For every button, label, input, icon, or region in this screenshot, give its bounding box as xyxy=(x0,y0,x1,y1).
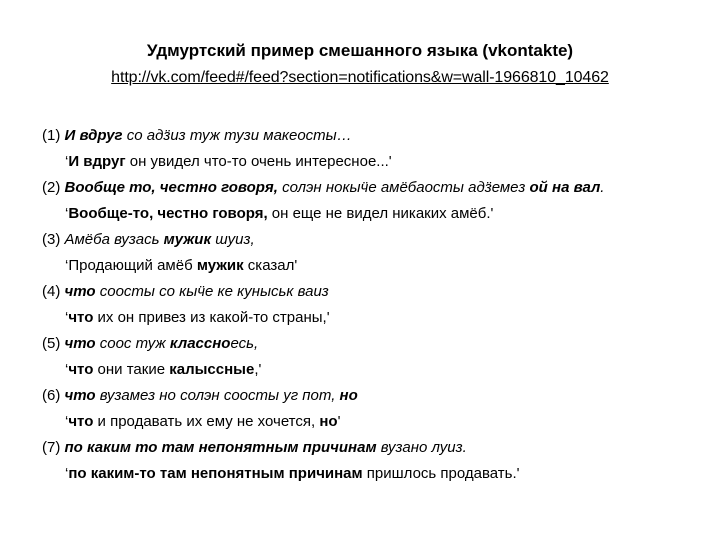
source-segment: (7) xyxy=(42,439,65,456)
source-segment: соос туж xyxy=(95,335,170,352)
source-segment: мужик xyxy=(163,231,212,248)
source-segment: ой на вал xyxy=(529,179,601,196)
examples-list xyxy=(42,123,702,487)
translation-segment: ‘ xyxy=(65,153,69,170)
translation-segment: что xyxy=(68,361,94,378)
translation-segment: ‘ xyxy=(65,205,69,222)
source-segment: но xyxy=(339,387,358,404)
source-segment: (5) xyxy=(42,335,65,352)
translation-segment: сказал' xyxy=(243,257,298,274)
translation-segment: ‘ xyxy=(65,309,69,326)
source-link[interactable]: http://vk.com/feed#/feed?section=notifications&w=wall-1966810_10462 xyxy=(111,69,609,86)
translation-segment: Вообще-то, честно говоря, xyxy=(68,205,268,222)
example-2-source xyxy=(42,175,702,201)
example-4-translation xyxy=(42,305,702,331)
translation-segment: И вдруг xyxy=(68,153,126,170)
translation-segment: он увидел что-то очень интересное...' xyxy=(125,153,392,170)
translation-segment: ‘Продающий амёб xyxy=(65,257,197,274)
example-7-translation xyxy=(42,461,702,487)
example-1-source xyxy=(42,123,702,149)
source-segment: (6) xyxy=(42,387,65,404)
example-6-source xyxy=(42,383,702,409)
source-segment: что xyxy=(64,387,96,404)
source-segment: (1) xyxy=(42,127,65,144)
example-7-source xyxy=(42,435,702,461)
source-segment: (2) xyxy=(42,179,65,196)
example-3-translation xyxy=(42,253,702,279)
example-2-translation xyxy=(42,201,702,227)
source-segment: по каким то там непонятным причинам xyxy=(64,439,377,456)
translation-segment: их он привез из какой-то страны,' xyxy=(93,309,330,326)
translation-segment: ‘ xyxy=(65,465,69,482)
source-segment: Амёба xyxy=(64,231,110,248)
translation-segment: пришлось продавать.' xyxy=(362,465,520,482)
example-5-translation xyxy=(42,357,702,383)
translation-segment: ' xyxy=(337,413,341,430)
source-segment: шуиз, xyxy=(211,231,255,248)
source-segment: вузась xyxy=(109,231,164,248)
example-3-source xyxy=(42,227,702,253)
source-segment: . xyxy=(600,179,605,196)
source-segment: есь, xyxy=(230,335,259,352)
source-segment: Вообще то, честно говоря, xyxy=(64,179,278,196)
translation-segment: по каким-то там непонятным причинам xyxy=(68,465,363,482)
translation-segment: что xyxy=(68,413,94,430)
translation-segment: и продавать их ему не хочется, xyxy=(93,413,320,430)
example-4-source xyxy=(42,279,702,305)
source-segment: солэн нокыӵе амёбаосты адӟемез xyxy=(277,179,530,196)
source-segment: (4) xyxy=(42,283,65,300)
translation-segment: но xyxy=(319,413,338,430)
source-segment: классно xyxy=(169,335,231,352)
source-segment: вузано луиз. xyxy=(376,439,467,456)
translation-segment: ,' xyxy=(254,361,262,378)
example-5-source xyxy=(42,331,702,357)
translation-segment: ‘ xyxy=(65,361,69,378)
source-segment: (3) xyxy=(42,231,65,248)
translation-segment: ‘ xyxy=(65,413,69,430)
source-segment: соосты со кыӵе ке куныськ ваиз xyxy=(95,283,329,300)
source-segment: со адӟиз туж тузи макеосты… xyxy=(122,127,352,144)
source-segment: что xyxy=(64,335,96,352)
source-segment: И вдруг xyxy=(64,127,123,144)
slide-title: Удмуртский пример смешанного языка (vkontakte) xyxy=(146,41,574,60)
translation-segment: мужик xyxy=(196,257,244,274)
translation-segment: он еще не видел никаких амёб.' xyxy=(267,205,494,222)
translation-segment: калыссные xyxy=(169,361,255,378)
source-segment: вузамез но солэн соосты уг пот, xyxy=(95,387,340,404)
translation-segment: что xyxy=(68,309,94,326)
example-1-translation xyxy=(42,149,702,175)
source-segment: что xyxy=(64,283,96,300)
translation-segment: они такие xyxy=(93,361,170,378)
example-6-translation xyxy=(42,409,702,435)
